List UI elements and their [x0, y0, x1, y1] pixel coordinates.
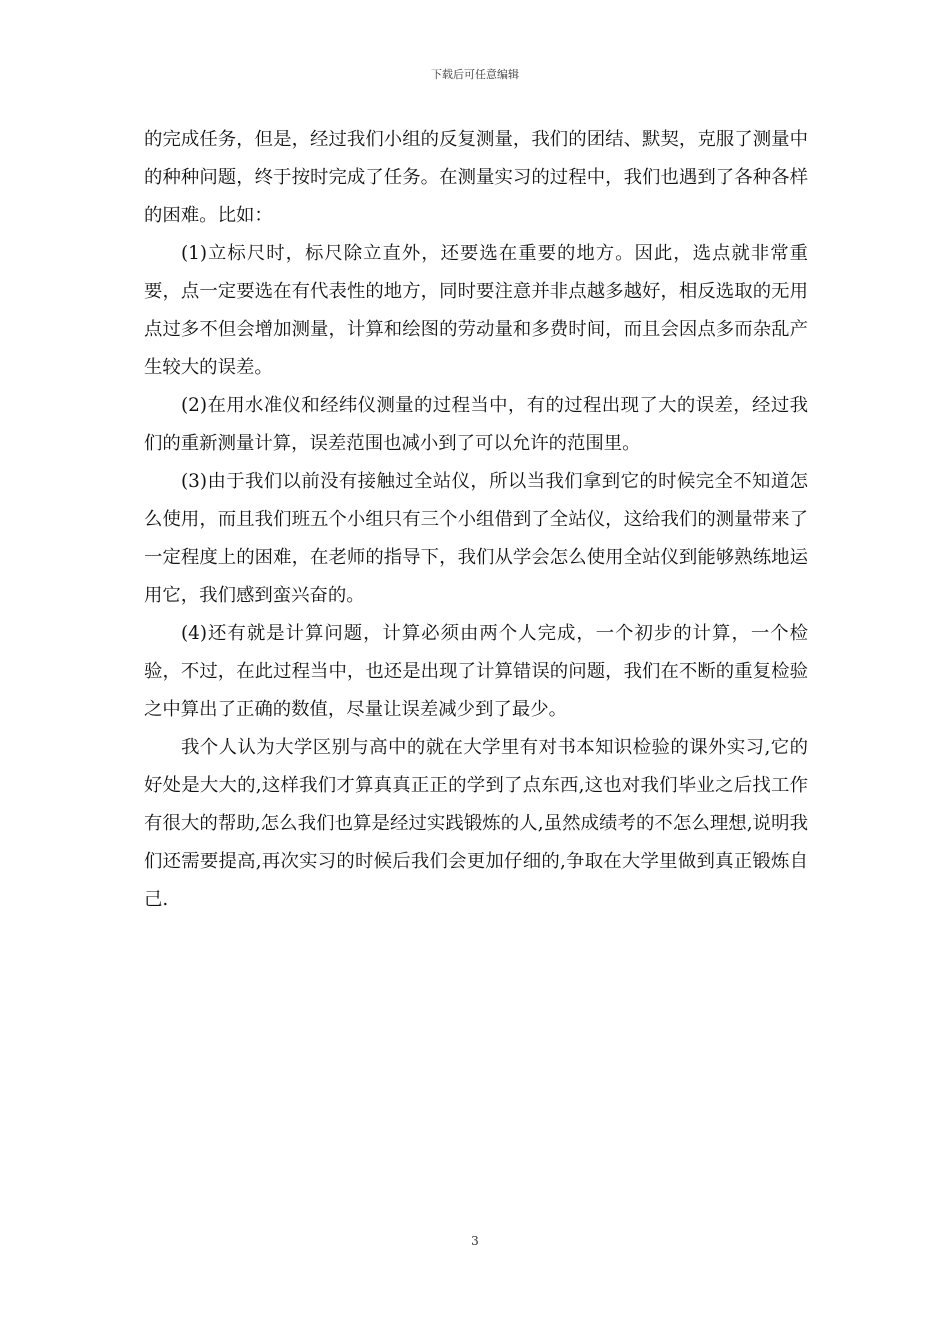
paragraph-item-4: (4)还有就是计算问题，计算必须由两个人完成，一个初步的计算，一个检验，不过，在此过程当中，也还是出现了计算错误的问题，我们在不断的重复检验之中算出了正确的数值，尽量让误差减少到了最少。: [144, 623, 808, 720]
paragraph-continuation: 的完成任务，但是，经过我们小组的反复测量，我们的团结、默契，克服了测量中的种种问题，终于按时完成了任务。在测量实习的过程中，我们也遇到了各种各样的困难。比如：: [144, 129, 808, 226]
document-body: [144, 121, 808, 919]
paragraph-conclusion: 我个人认为大学区别与高中的就在大学里有对书本知识检验的课外实习,它的好处是大大的,这样我们才算真真正正的学到了点东西,这也对我们毕业之后找工作有很大的帮助,怎么我们也算是经过实践锻炼的人,虽然成绩考的不怎么理想,说明我们还需要提高,再次实习的时候后我们会更加仔细的,争取在大学里做到真正锻炼自己.: [144, 737, 808, 910]
page-number: 3: [471, 1234, 479, 1248]
paragraph-item-1: (1)立标尺时，标尺除立直外，还要选在重要的地方。因此，选点就非常重要，点一定要选在有代表性的地方，同时要注意并非点越多越好，相反选取的无用点过多不但会增加测量，计算和绘图的劳动量和多费时间，而且会因点多而杂乱产生较大的误差。: [144, 243, 808, 378]
page-header: 下载后可任意编辑: [431, 68, 519, 81]
paragraph-item-3: (3)由于我们以前没有接触过全站仪，所以当我们拿到它的时候完全不知道怎么使用，而且我们班五个小组只有三个小组借到了全站仪，这给我们的测量带来了一定程度上的困难，在老师的指导下，我们从学会怎么使用全站仪到能够熟练地运用它，我们感到蛮兴奋的。: [144, 471, 808, 606]
paragraph-item-2: (2)在用水准仪和经纬仪测量的过程当中，有的过程出现了大的误差，经过我们的重新测量计算，误差范围也减小到了可以允许的范围里。: [144, 395, 808, 454]
